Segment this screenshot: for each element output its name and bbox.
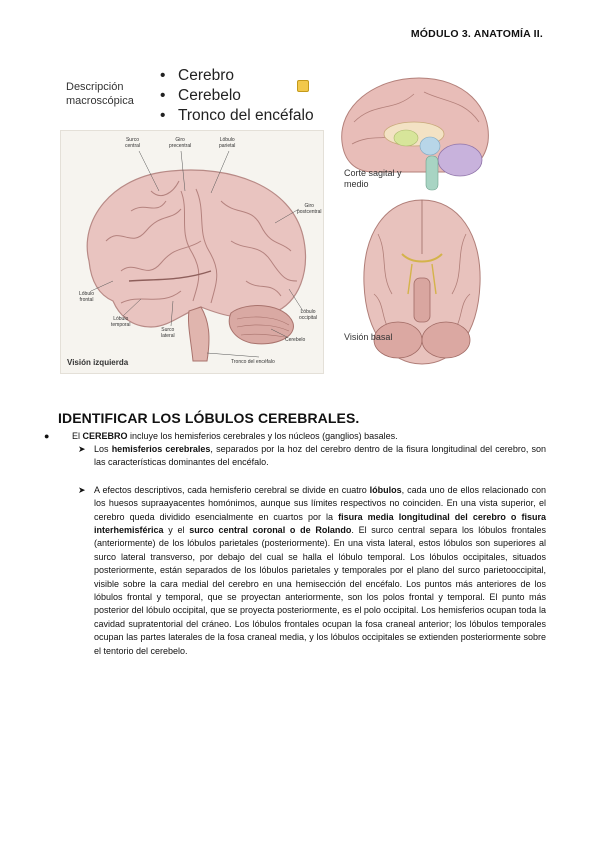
sagittal-caption: Corte sagital y medio (344, 168, 402, 189)
label-lobulo-occipital: Lóbulo occipital (299, 309, 318, 321)
module-header: MÓDULO 3. ANATOMÍA II. (410, 28, 543, 40)
content-section (44, 410, 547, 658)
label-lobulo-frontal: Lóbulo frontal (79, 291, 95, 303)
label-giro-precentral: Giro precentral (169, 137, 192, 149)
topic-item: • Tronco del encéfalo (156, 106, 314, 126)
brain-figure (60, 62, 548, 374)
arrow-item-hemisferios: ➤ Los hemisferios cerebrales, separados por la hoz del cerebro dentro de la fisura longitudinal del cerebro, son las características dominantes del encéfalo. (78, 444, 547, 468)
arrow-bullet-icon: ➤ (78, 484, 86, 495)
label-surco-central: Surco central (125, 137, 141, 149)
bullet-icon: ● (44, 431, 50, 441)
topic-item: • Cerebro (156, 66, 314, 86)
section-title: IDENTIFICAR LOS LÓBULOS CEREBRALES. (58, 410, 360, 426)
label-lobulo-parietal: Lóbulo parietal (219, 137, 236, 149)
label-surco-lateral: Surco lateral (161, 327, 175, 339)
basal-brain-illustration (358, 194, 486, 370)
lateral-brain-panel (60, 130, 324, 374)
lateral-brain-illustration (61, 131, 323, 373)
basal-caption: Visión basal (344, 332, 393, 342)
label-cerebelo: Cerebelo (285, 337, 306, 343)
label-tronco: Tronco del encéfalo (231, 359, 275, 365)
note-icon (297, 80, 309, 92)
topics-list (156, 66, 314, 126)
arrow-bullet-icon: ➤ (78, 444, 86, 454)
label-giro-postcentral: Giro postcentral (297, 203, 322, 215)
lateral-view-caption: Visión izquierda (67, 358, 129, 367)
intro-bullet: ● El CEREBRO incluye los hemisferios cerebrales y los núcleos (ganglios) basales. (44, 431, 398, 441)
arrow-item-lobulos: ➤ A efectos descriptivos, cada hemisferio cerebral se divide en cuatro lóbulos, cada uno de ellos relacionado con los huesos supraayacentes homónimos, aunque sus límites respectivos no coinciden. En una vista superior, el cerebro queda dividido esencialmente en cuartos por la fisura media longitudinal del cerebro o fisura interhemisférica y el surco central coronal o de Rolando. El surco central separa los lóbulos frontales (anteriormente) de los lóbulos parietales (posteriormente). En una vista lateral, estos lóbulos son superiores al surco lateral transverso, por debajo del cual se halla el lóbulo temporal. Los lóbulos occipitales, situados posteriormente, están separados de los lóbulos parietales y temporales por el plano del surco parietooccipital, visible sobre la cara medial del cerebro en una hemisección del encéfalo. Los puntos más anteriores de los lóbulos frontal y temporal, que se proyectan anteriormente, son los polos frontal y temporal. El punto más posterior del lóbulo occipital, que se proyecta posteriormente, es el polo occipital. Los hemisferios ocupan toda la cavidad supratentorial del cráneo. Los lóbulos frontales ocupan la fosa craneal anterior; los lóbulos temporales ocupan las partes laterales de la fosa craneal media, y los lóbulos occipitales se extienden posteriormente sobre el tentorio del cerebelo. (78, 484, 547, 656)
topic-item: • Cerebelo (156, 86, 314, 106)
label-lobulo-temporal: Lóbulo temporal (111, 316, 131, 328)
description-label: Descripción macroscópica (66, 81, 134, 107)
